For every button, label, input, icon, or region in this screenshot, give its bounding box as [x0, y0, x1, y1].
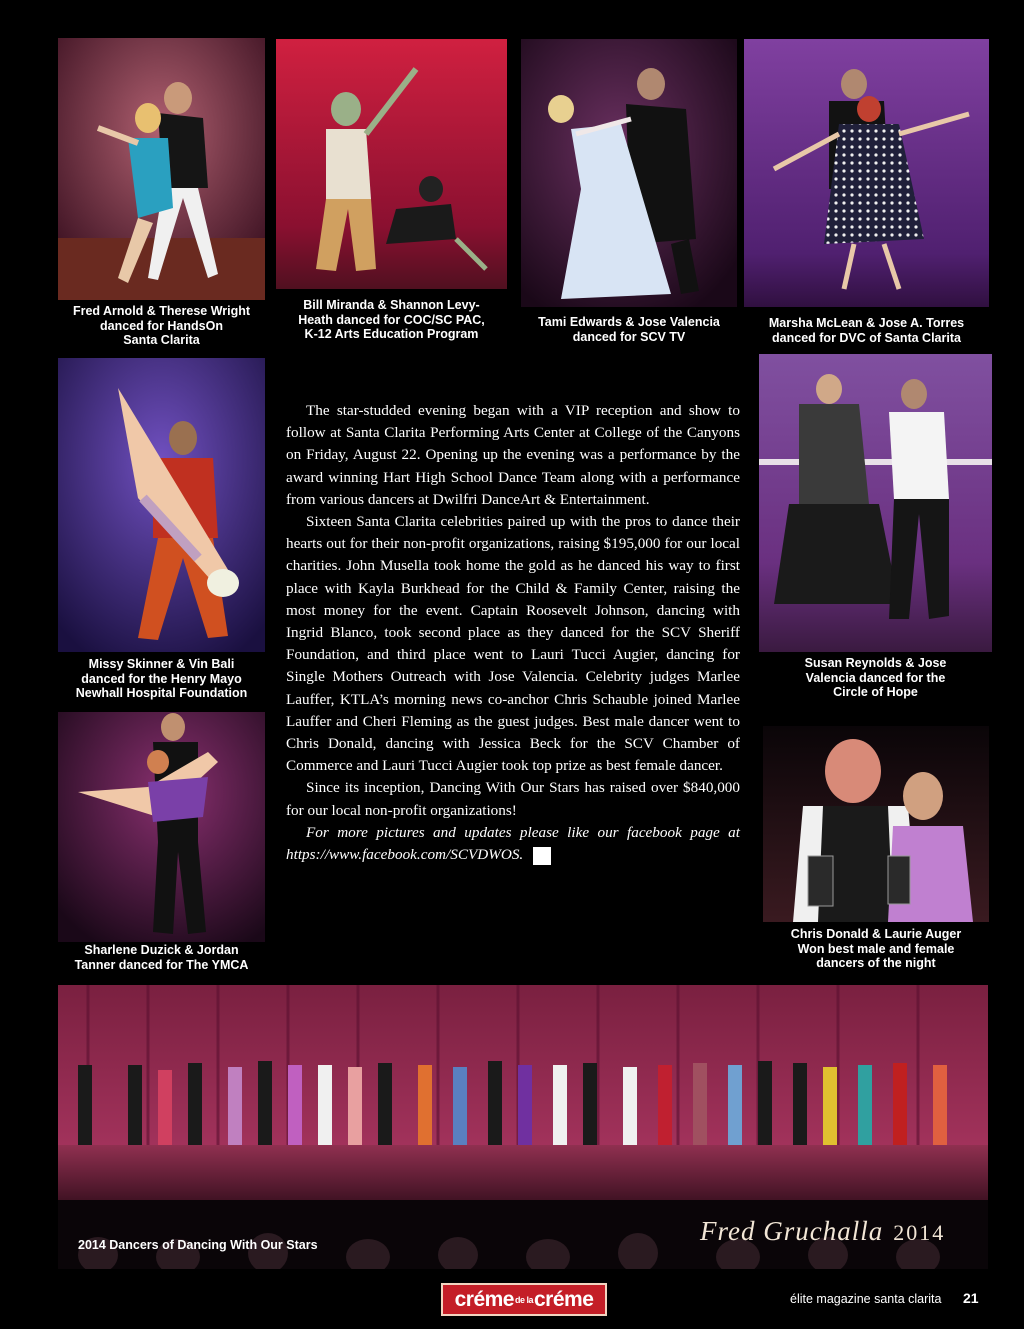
article-paragraph: The star-studded evening began with a VIP reception and show to follow at Santa Clarita Performing Arts Center at College of the Canyons on Friday, August 22. Opening up the evening was a performance by the award winning Hart High School Dance Team along with a performance from various dancers at Dwilfri DanceArt & Entertainment.: [286, 402, 740, 508]
caption-donald-auger: Chris Donald & Laurie Auger Won best male and female dancers of the night: [790, 927, 962, 970]
article-paragraph: Sixteen Santa Clarita celebrities paired up with the pros to dance their hearts out for their non-profit organizations, raising $195,000 for our local charities. John Musella took home the gold as he danced his way to first place with Kayla Burkhead for the Child & Family Center, raising the most money for the event. Captain Roosevelt Johnson, dancing with Ingrid Blanco, took second place as they danced for the SCV Sheriff Foundation, and third place went to Lauri Tucci Augier, dancing for Single Mothers Outreach with Jose Valencia. Celebrity judges Marlee Lauffer, KTLA’s morning news co-anchor Chris Schauble joined Marlee Lauffer and Cheri Fleming as the guest judges. Best male dancer went to Chris Donald, dancing with Jessica Beck for the SCV Chamber of Commerce and Lauri Tucci Augier took top prize as best female dancer.: [286, 513, 740, 775]
creme-de-la-creme-logo: [441, 1283, 607, 1316]
magazine-name: élite magazine santa clarita: [790, 1292, 942, 1306]
caption-edwards-valencia: Tami Edwards & Jose Valencia danced for SCV TV: [538, 315, 720, 344]
photo-miranda-levy-heath: [276, 39, 507, 289]
group-photo-caption: 2014 Dancers of Dancing With Our Stars: [78, 1238, 318, 1252]
article-closing: [286, 822, 740, 866]
facebook-link[interactable]: For more pictures and updates please like our facebook page at https://www.facebook.com/SCVDWOS.: [286, 823, 740, 864]
article-body: [286, 400, 740, 866]
photo-mclean-torres: [744, 39, 989, 307]
photo-arnold-wright: [58, 38, 265, 300]
logo-word-mid: de la: [514, 1294, 533, 1305]
caption-duzick-tanner: Sharlene Duzick & Jordan Tanner danced for The YMCA: [74, 943, 249, 972]
photo-donald-auger: [763, 726, 989, 922]
caption-reynolds-valencia: Susan Reynolds & Jose Valencia danced for the Circle of Hope: [804, 656, 947, 699]
caption-mclean-torres: Marsha McLean & Jose A. Torres danced for DVC of Santa Clarita: [768, 316, 965, 345]
photo-duzick-tanner: [58, 712, 265, 942]
caption-skinner-bali: Missy Skinner & Vin Bali danced for the Henry Mayo Newhall Hospital Foundation: [75, 657, 248, 700]
photo-edwards-valencia: [521, 39, 737, 307]
logo-word-left: créme: [454, 1287, 514, 1311]
logo-word-right: créme: [534, 1287, 594, 1311]
caption-miranda-levy-heath: Bill Miranda & Shannon Levy- Heath danced for COC/SC PAC, K-12 Arts Education Program: [298, 298, 485, 341]
photo-year: 2014: [893, 1220, 946, 1245]
photographer-name: Fred Gruchalla: [700, 1216, 884, 1246]
page-number: 21: [963, 1290, 979, 1306]
article-paragraph: Since its inception, Dancing With Our Stars has raised over $840,000 for our local non-profit organizations!: [286, 779, 740, 819]
end-mark-icon: é: [533, 847, 551, 865]
caption-arnold-wright: Fred Arnold & Therese Wright danced for HandsOn Santa Clarita: [72, 304, 251, 347]
photographer-signature: [700, 1216, 945, 1247]
photo-skinner-bali: [58, 358, 265, 652]
photo-reynolds-valencia: [759, 354, 992, 652]
